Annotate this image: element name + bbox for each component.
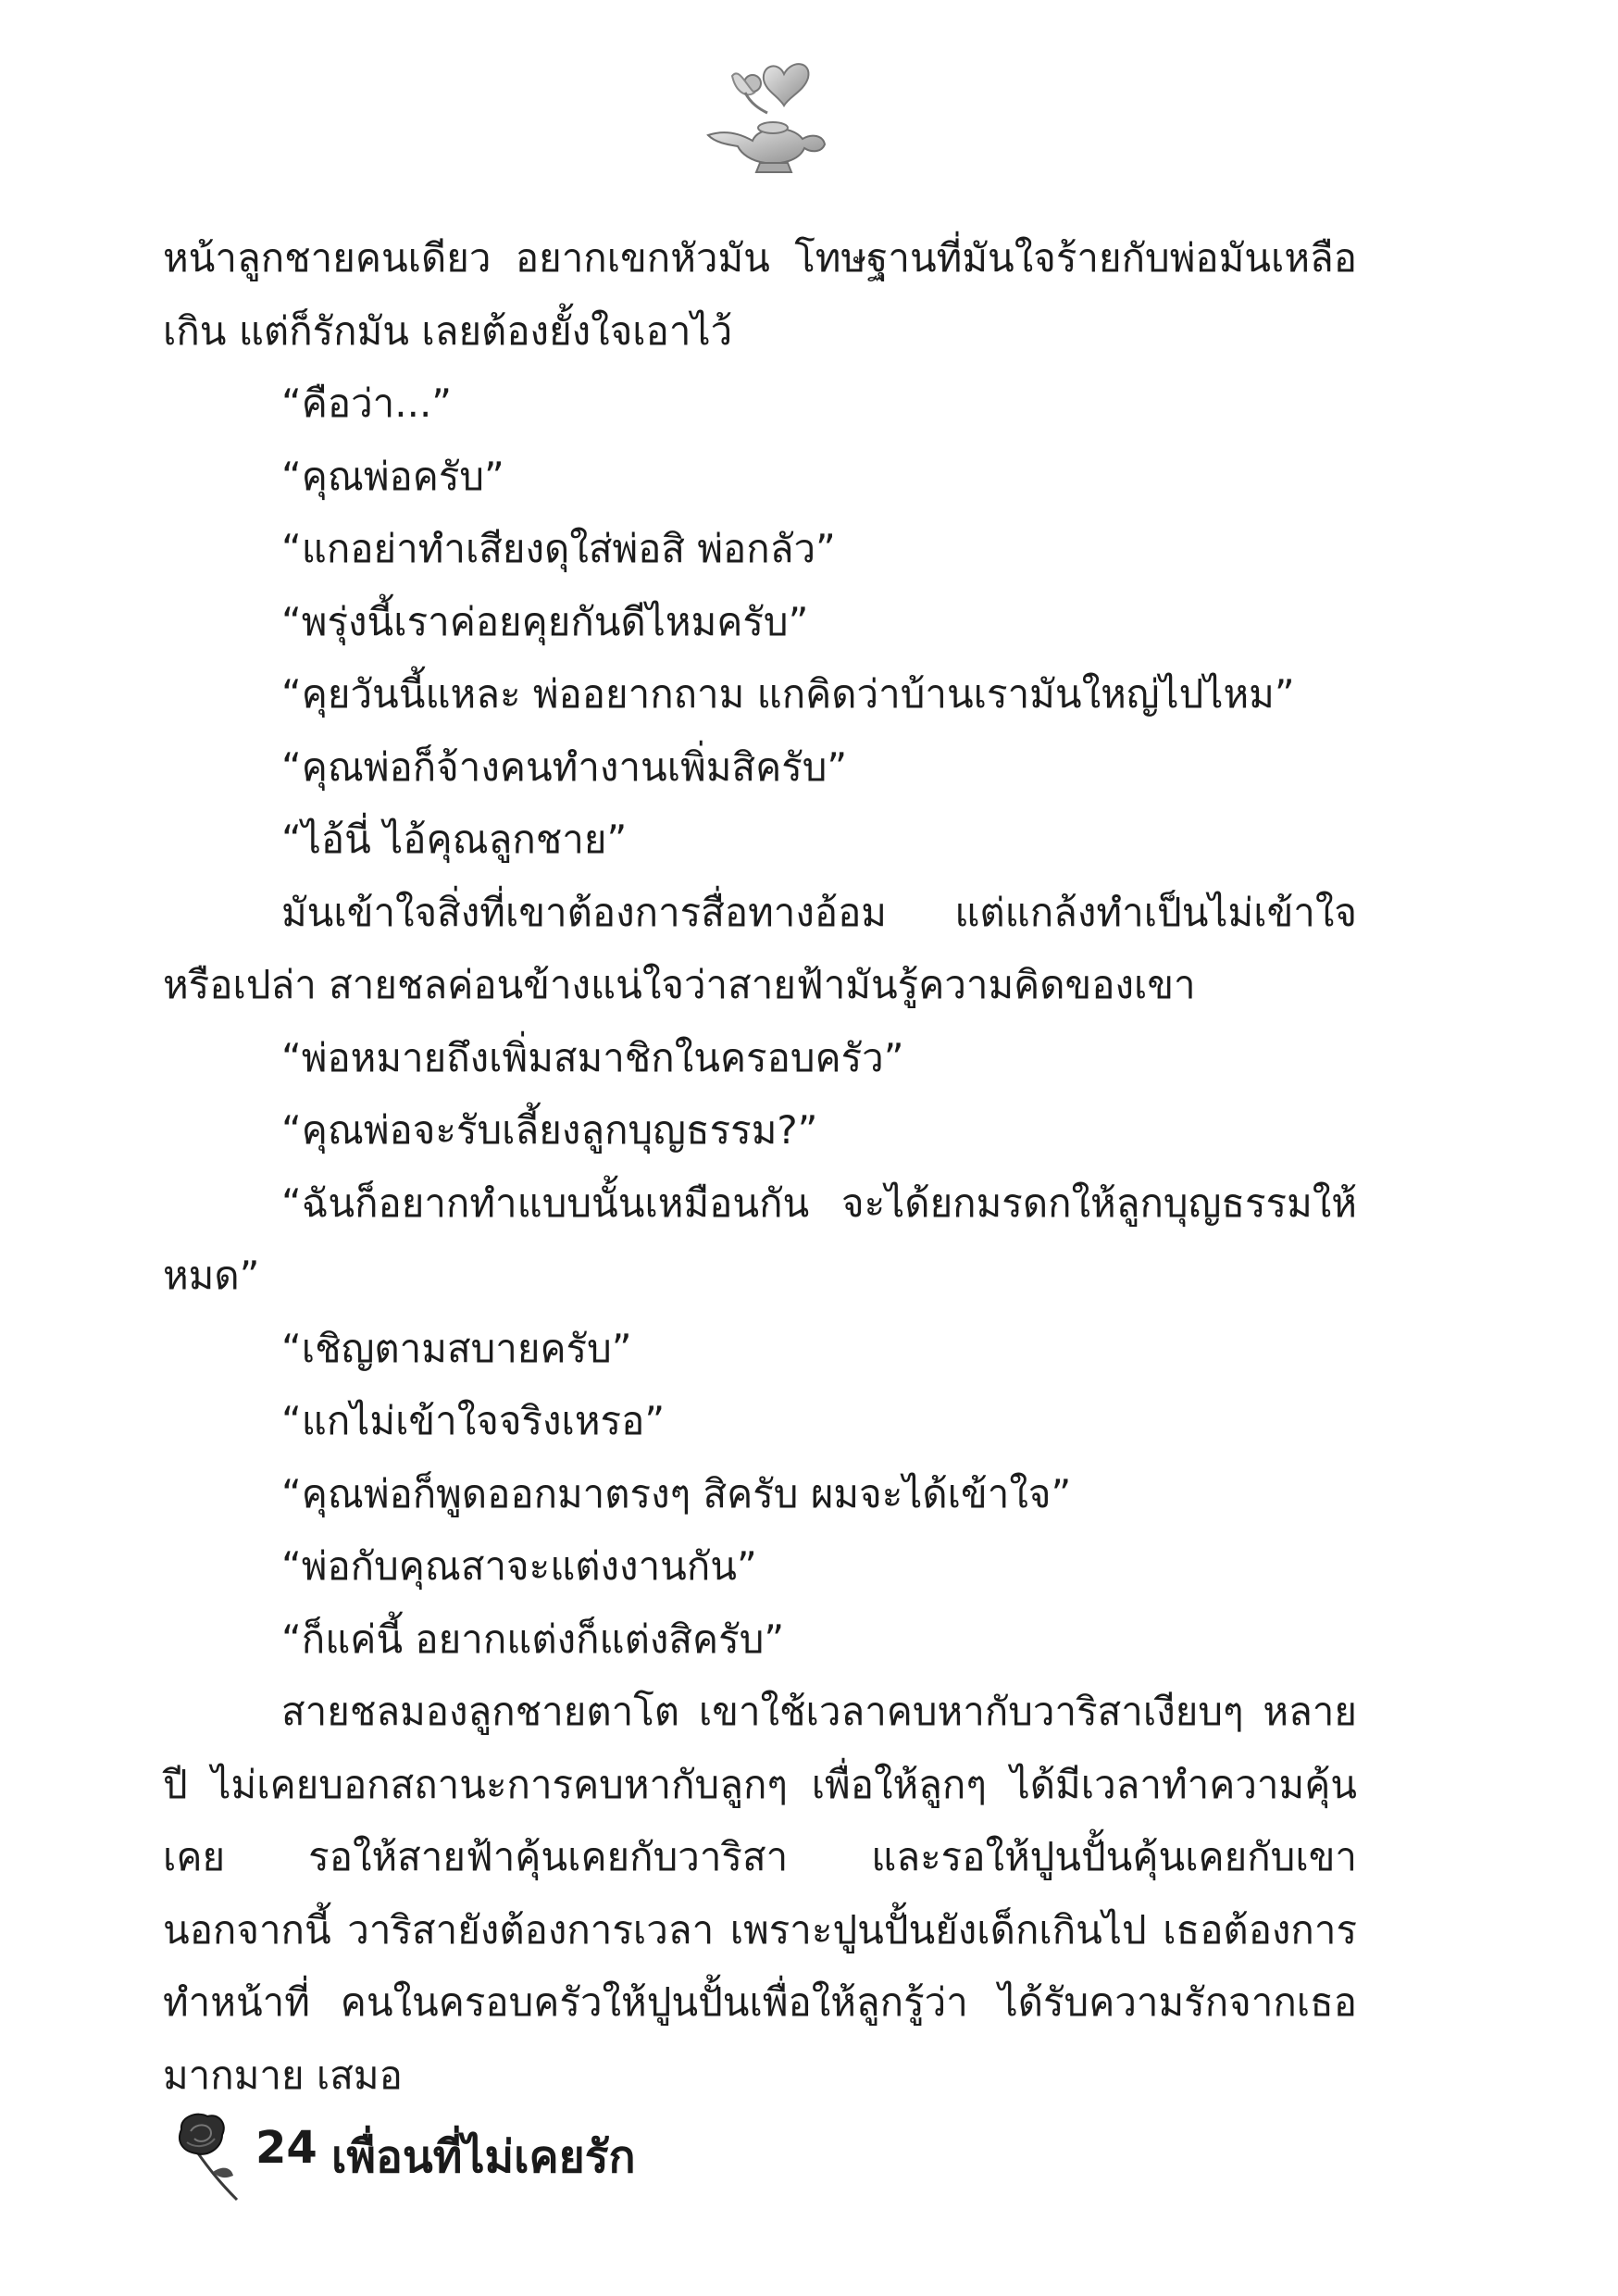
paragraph: “เชิญตามสบายครับ” [281,1325,632,1371]
paragraph: “พ่อกับคุณสาจะแต่งงานกัน” [281,1543,757,1589]
paragraph: “คุณพ่อก็พูดออกมาตรงๆ สิครับ ผมจะได้เข้าใจ” [281,1470,1072,1516]
paragraph: “แกไม่เข้าใจจริงเหรอ” [281,1398,666,1443]
paragraph: หน้าลูกชายคนเดียว อยากเขกหัวมัน โทษฐานที่มันใจร้ายกับพ่อมันเหลือเกิน แต่ก็รักมัน เลยต้องยั้งใจเอาไว้ [163,235,1357,354]
paragraph: “คุณพ่อครับ” [281,453,504,499]
paragraph: “ฉันก็อยากทำแบบนั้นเหมือนกัน จะได้ยกมรดกให้ลูกบุญธรรมให้หมด” [163,1179,1357,1298]
page-number: 24 [255,2122,317,2174]
paragraph: “คุยวันนี้แหละ พ่ออยากถาม แกคิดว่าบ้านเรามันใหญ่ไปไหม” [281,671,1295,717]
book-title: เพื่อนที่ไม่เคยรัก [331,2131,636,2183]
paragraph: สายชลมองลูกชายตาโต เขาใช้เวลาคบหากับวาริสาเงียบๆ หลายปี ไม่เคยบอกสถานะการคบหากับลูกๆ เพื่อให้ลูกๆ ได้มีเวลาทำความคุ้นเคย รอให้สายฟ้าคุ้นเคยกับวาริสา และรอให้ปูนปั้นคุ้นเคยกับเขา นอกจากนี้ วาริสายังต้องการเวลา เพราะปูนปั้นยังเด็กเกินไป เธอต้องการทำหน้าที่ คนในครอบครัวให้ปูนปั้นเพื่อให้ลูกรู้ว่า ได้รับความรักจากเธอมากมาย เสมอ [163,1689,1357,2098]
paragraph: “คุณพ่อจะรับเลี้ยงลูกบุญธรรม?” [281,1107,818,1153]
paragraph: มันเข้าใจสิ่งที่เขาต้องการสื่อทางอ้อม แต่แกล้งทำเป็นไม่เข้าใจหรือเปล่า สายชลค่อนข้างแน่ใจว่าสายฟ้ามันรู้ความคิดของเขา [163,889,1357,1007]
paragraph: “แกอย่าทำเสียงดุใส่พ่อสิ พ่อกลัว” [281,526,836,571]
paragraph: “พ่อหมายถึงเพิ่มสมาชิกในครอบครัว” [281,1034,904,1080]
paragraph: “พรุ่งนี้เราค่อยคุยกันดีไหมครับ” [281,598,809,644]
paragraph: “ไอ้นี่ ไอ้คุณลูกชาย” [281,817,628,862]
paragraph: “คือว่า...” [281,381,453,426]
rose-icon [170,2111,244,2203]
paragraph: “คุณพ่อก็จ้างคนทำงานเพิ่มสิครับ” [281,743,848,790]
genie-lamp-with-cupid-icon [699,56,838,176]
chapter-body [163,222,1357,2112]
page-footer [163,2102,996,2203]
paragraph: “ก็แค่นี้ อยากแต่งก็แต่งสิครับ” [281,1616,785,1662]
